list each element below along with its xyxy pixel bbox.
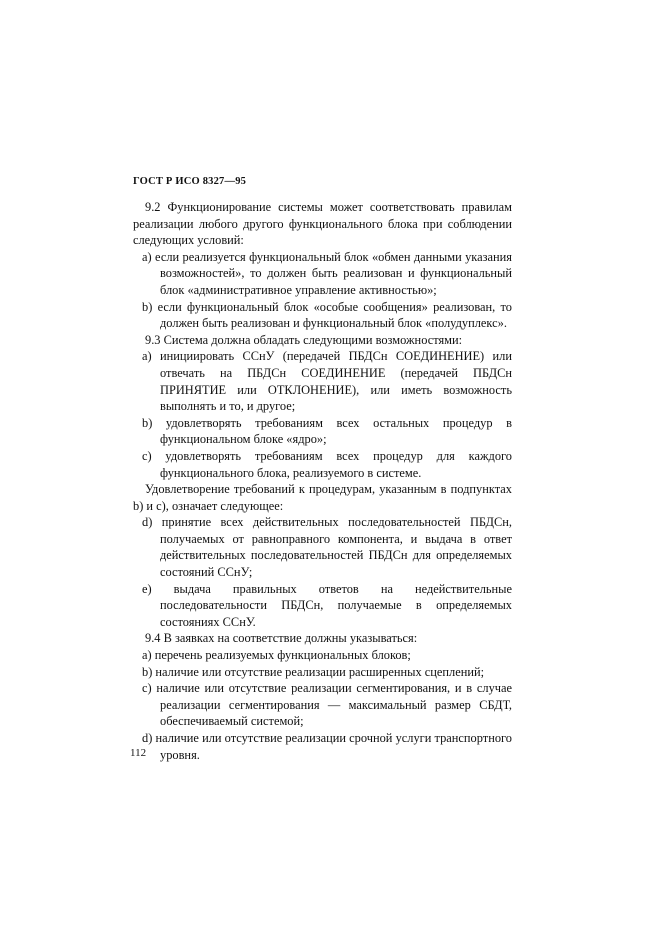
section-9-4-item-d: d) наличие или отсутствие реализации срочной услуги транспортного уровня.	[142, 731, 512, 762]
section-9-3-item-a: a) инициировать ССнУ (передачей ПБДСн СОЕДИНЕНИЕ) или отвечать на ПБДСн СОЕДИНЕНИЕ (передачей ПБДСн ПРИНЯТИЕ или ОТКЛОНЕНИЕ), или иметь возможность выполнять и то, и другое;	[142, 349, 512, 414]
section-9-3-note-item-e: e) выдача правильных ответов на недействительные последовательности ПБДСн, получаемые в определяемых состояниях ССнУ.	[142, 581, 512, 629]
section-9-2-intro: 9.2 Функционирование системы может соответствовать правилам реализации любого другого функционального блока при соблюдении следующих условий:	[133, 200, 512, 248]
section-9-3-note: Удовлетворение требований к процедурам, указанным в подпунктах b) и c), означает следующее:	[133, 482, 512, 513]
section-9-3-note-item-d: d) принятие всех действительных последовательностей ПБДСн, получаемых от равноправного компонента, и выдача в ответ действительных последовательностей ПБДСн для определяемых состояний ССнУ;	[142, 515, 512, 580]
section-9-3-item-c: c) удовлетворять требованиям всех процедур для каждого функционального блока, реализуемого в системе.	[142, 448, 512, 480]
section-9-4-item-c: c) наличие или отсутствие реализации сегментирования, и в случае реализации сегментирования — максимальный размер СБДТ, обеспечиваемый системой;	[142, 681, 512, 729]
document-body	[133, 199, 512, 763]
section-9-2-item-b: b) если функциональный блок «особые сообщения» реализован, то должен быть реализован и функциональный блок «полудуплекс».	[142, 299, 512, 331]
section-9-3-intro: 9.3 Система должна обладать следующими возможностями:	[145, 332, 463, 347]
section-9-4-intro: 9.4 В заявках на соответствие должны указываться:	[145, 631, 418, 646]
page-number: 112	[130, 747, 147, 759]
section-9-4-item-b: b) наличие или отсутствие реализации расширенных сцеплений;	[142, 664, 485, 679]
section-9-2-item-a: a) если реализуется функциональный блок «обмен данными указания возможностей», то должен быть реализован и функциональный блок «административное управление активностью»;	[142, 249, 512, 297]
document-code-header: ГОСТ Р ИСО 8327—95	[133, 176, 247, 187]
section-9-3-item-b: b) удовлетворять требованиям всех остальных процедур в функциональном блоке «ядро»;	[142, 415, 512, 447]
section-9-4-item-a: a) перечень реализуемых функциональных блоков;	[142, 648, 411, 663]
